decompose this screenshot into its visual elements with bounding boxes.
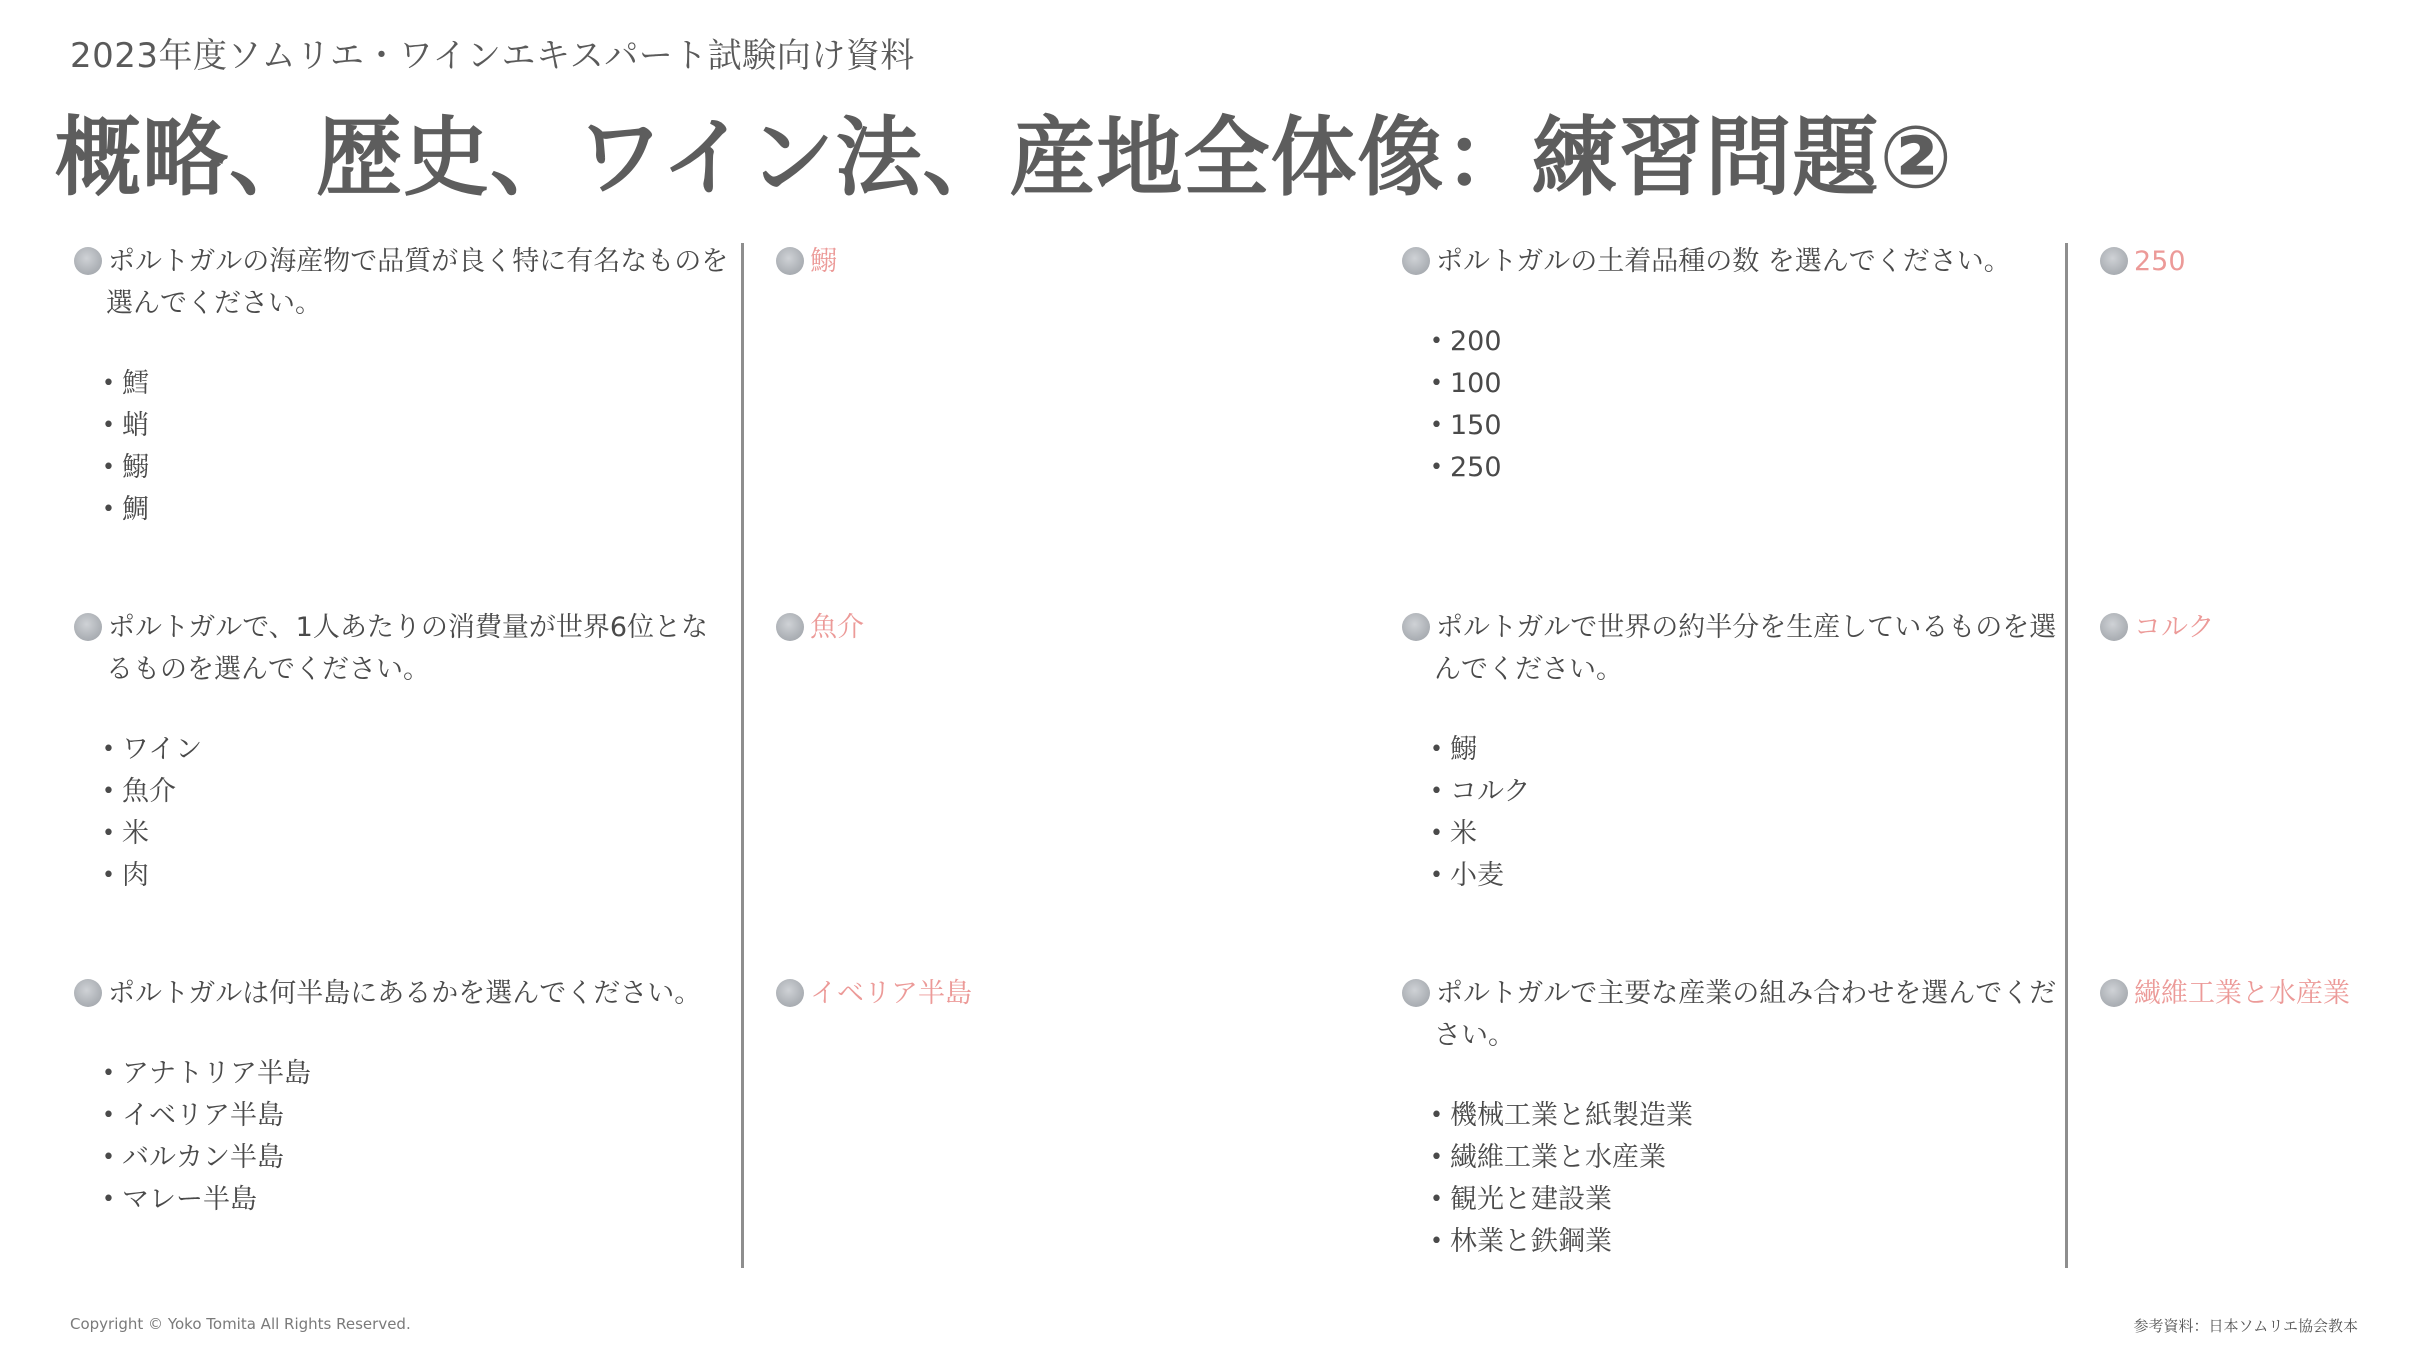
answer-block-2 — [776, 607, 864, 649]
bullet-dot-icon — [74, 247, 102, 275]
option-item: • 鰯 — [102, 452, 149, 483]
option-list — [1398, 321, 2058, 489]
bullet-dot-icon — [74, 613, 102, 641]
question-block-2 — [70, 607, 730, 897]
bullet-dot-icon — [2100, 979, 2128, 1007]
question-text: ポルトガルで世界の約半分を生産しているものを選んでください。 — [1402, 607, 2058, 691]
answer-block-1 — [776, 241, 837, 283]
answer-text: 250 — [2134, 246, 2186, 277]
question-text: ポルトガルで主要な産業の組み合わせを選んでください。 — [1402, 973, 2058, 1057]
bullet-dot-icon — [74, 979, 102, 1007]
option-item: • マレー半島 — [102, 1184, 257, 1215]
bullet-dot-icon — [1402, 979, 1430, 1007]
question-block-3 — [70, 973, 730, 1221]
question-block-4 — [1398, 241, 2058, 489]
option-item: • 150 — [1430, 410, 1502, 441]
option-list — [70, 1053, 730, 1221]
answer-text: イベリア半島 — [810, 978, 972, 1009]
option-item: • 肉 — [102, 860, 149, 891]
option-item: • 小麦 — [1430, 860, 1504, 891]
option-item: • バルカン半島 — [102, 1142, 284, 1173]
bullet-dot-icon — [1402, 613, 1430, 641]
bullet-dot-icon — [2100, 247, 2128, 275]
option-list — [1398, 1095, 2058, 1263]
column-divider-left — [741, 243, 744, 1268]
option-list — [70, 363, 730, 531]
answer-text: 繊維工業と水産業 — [2134, 978, 2350, 1009]
answer-block-5 — [2100, 607, 2214, 649]
question-block-6 — [1398, 973, 2058, 1263]
question-text: ポルトガルは何半島にあるかを選んでください。 — [74, 973, 730, 1015]
option-item: • 100 — [1430, 368, 1502, 399]
option-item: • 蛸 — [102, 410, 149, 441]
question-text: ポルトガルで、1人あたりの消費量が世界6位となるものを選んでください。 — [74, 607, 730, 691]
option-item: • 繊維工業と水産業 — [1430, 1142, 1666, 1173]
option-item: • 林業と鉄鋼業 — [1430, 1226, 1612, 1257]
page-title: 概略、歴史、ワイン法、産地全体像：練習問題② — [55, 108, 1954, 208]
copyright-notice: Copyright © Yoko Tomita All Rights Reserved. — [70, 1315, 411, 1333]
answer-block-4 — [2100, 241, 2186, 283]
page-subtitle: 2023年度ソムリエ・ワインエキスパート試験向け資料 — [70, 36, 915, 76]
question-block-1 — [70, 241, 730, 531]
bullet-dot-icon — [1402, 247, 1430, 275]
option-item: • アナトリア半島 — [102, 1058, 311, 1089]
answer-text: 鰯 — [810, 246, 837, 277]
option-item: • 機械工業と紙製造業 — [1430, 1100, 1693, 1131]
option-item: • ワイン — [102, 734, 203, 765]
option-item: • 魚介 — [102, 776, 176, 807]
answer-text: 魚介 — [810, 612, 864, 643]
bullet-dot-icon — [776, 613, 804, 641]
option-item: • 米 — [102, 818, 149, 849]
option-item: • 鯛 — [102, 494, 149, 525]
question-text: ポルトガルの土着品種の数 を選んでください。 — [1402, 241, 2058, 283]
bullet-dot-icon — [776, 247, 804, 275]
option-item: • 200 — [1430, 326, 1502, 357]
option-item: • 鱈 — [102, 368, 149, 399]
option-item: • コルク — [1430, 776, 1531, 807]
question-block-5 — [1398, 607, 2058, 897]
answer-text: コルク — [2134, 612, 2215, 643]
answer-block-6 — [2100, 973, 2350, 1015]
reference-note: 参考資料：日本ソムリエ協会教本 — [2133, 1317, 2358, 1335]
bullet-dot-icon — [776, 979, 804, 1007]
answer-block-3 — [776, 973, 972, 1015]
option-list — [1398, 729, 2058, 897]
option-item: • イベリア半島 — [102, 1100, 284, 1131]
question-text: ポルトガルの海産物で品質が良く特に有名なものを選んでください。 — [74, 241, 730, 325]
option-item: • 250 — [1430, 452, 1502, 483]
option-item: • 鰯 — [1430, 734, 1477, 765]
bullet-dot-icon — [2100, 613, 2128, 641]
option-list — [70, 729, 730, 897]
option-item: • 米 — [1430, 818, 1477, 849]
column-divider-right — [2065, 243, 2068, 1268]
option-item: • 観光と建設業 — [1430, 1184, 1612, 1215]
